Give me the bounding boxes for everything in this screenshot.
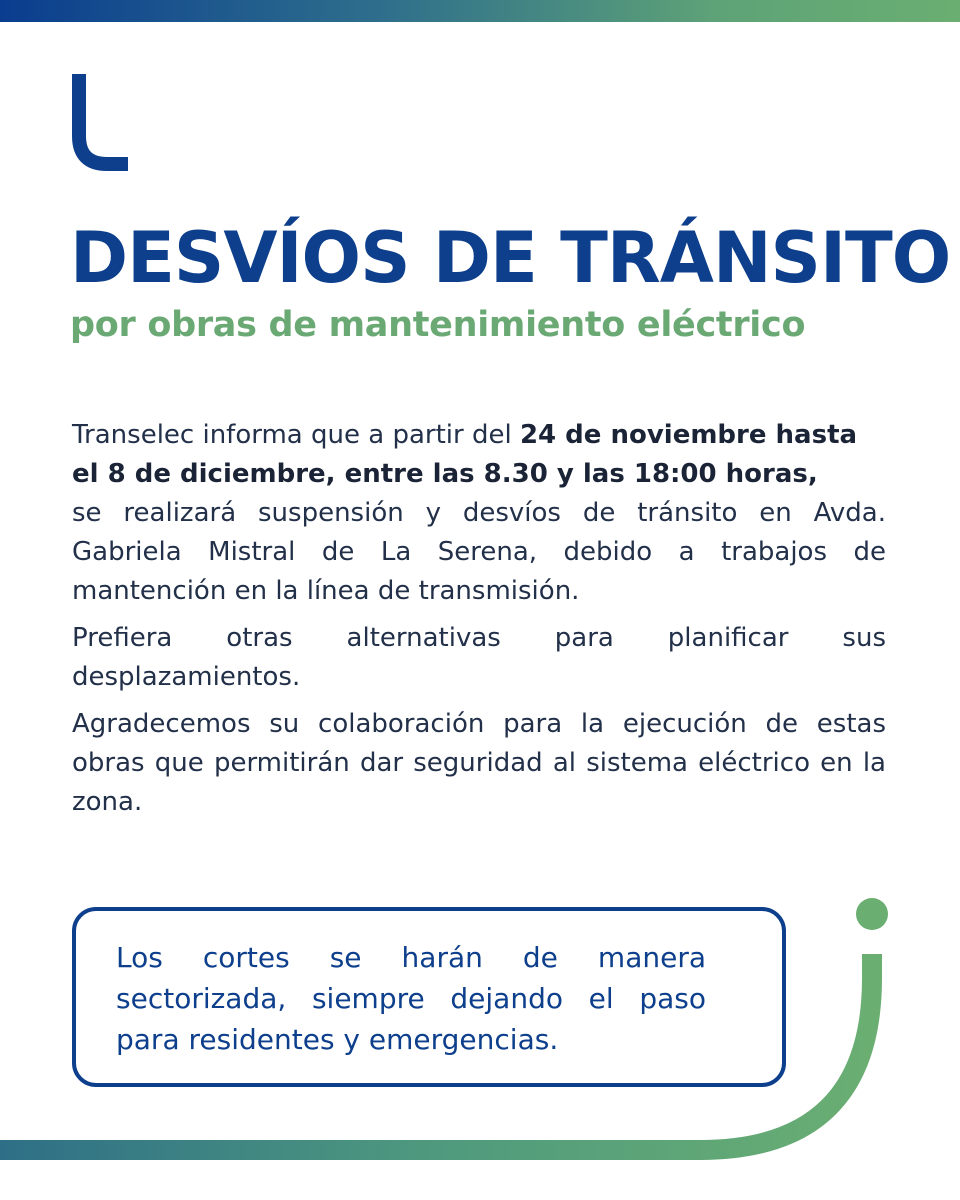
paragraph-dates [72,416,886,494]
page-title: DESVÍOS DE TRÁNSITO [70,217,951,299]
notice-text: Los cortes se harán de manera sectorizada, siempre dejando el paso para residentes y emergencias. [116,941,706,1056]
dates-comma: , [807,459,818,489]
dates-prefix: Transelec informa que a partir del [72,420,520,450]
announcement-body [72,416,886,822]
transelec-t-logo-icon [72,74,132,172]
paragraph-alternatives: Prefiera otras alternativas para planificar sus desplazamientos. [72,623,886,692]
page-subtitle: por obras de mantenimiento eléctrico [70,305,806,345]
paragraph-detour: se realizará suspensión y desvíos de tránsito en Avda. Gabriela Mistral de La Serena, debido a trabajos de mantención en la línea de transmisión. [72,498,886,606]
top-gradient-bar [0,0,960,22]
info-i-icon [0,880,960,1200]
paragraph-thanks: Agradecemos su colaboración para la ejecución de estas obras que permitirán dar seguridad al sistema eléctrico en la zona. [72,709,886,817]
dates-highlight: 24 de noviembre hasta el 8 de diciembre, entre las 8.30 y las 18:00 horas [72,420,858,489]
